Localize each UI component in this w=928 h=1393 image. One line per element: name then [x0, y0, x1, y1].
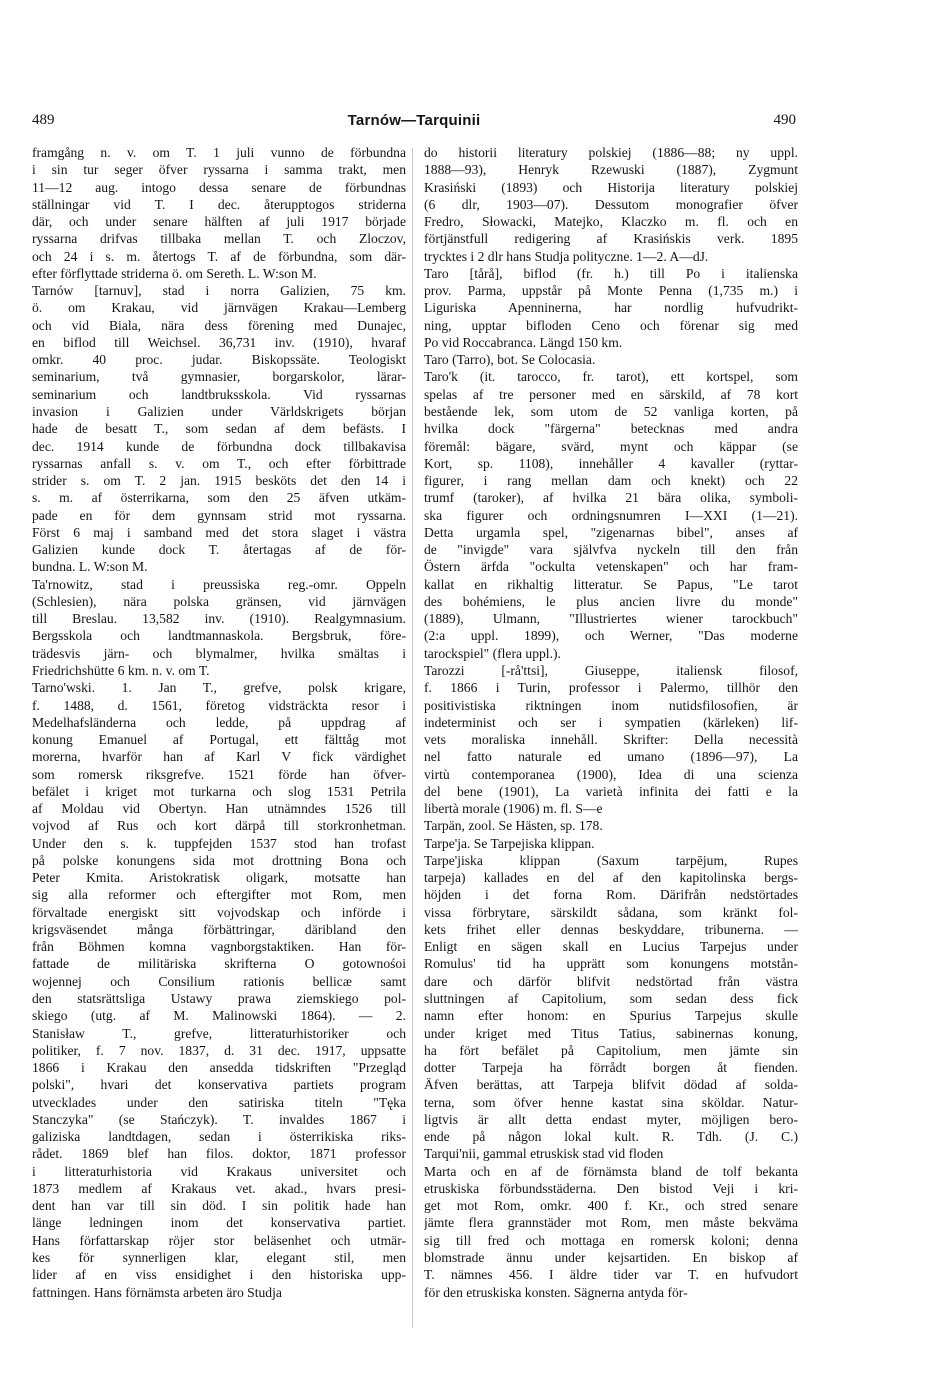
text-line: en biflod till Weichsel. 36,731 inv. (1910), hvaraf [32, 334, 406, 350]
text-line: del bene (1901), La varietà infinita dei fatti e la [424, 783, 798, 799]
text-line: till Breslau. 13,582 inv. (1910). Realgymnasium. [32, 611, 406, 627]
text-line: seminarium och landtbruksskola. Vid ryssarnas [32, 386, 406, 402]
text-line: ö. om Krakau, vid järnvägen Krakau—Lemberg [32, 300, 406, 316]
text-line: pade en för dem gynnsam strid mot ryssarna. [32, 507, 406, 523]
text-line: 11—12 aug. intogo dessa senare de förbundnas [32, 179, 406, 195]
page-number-left: 489 [32, 112, 55, 128]
page-header [32, 112, 796, 134]
text-line: sig till fred och mottaga en romersk koloni; denna [424, 1232, 798, 1248]
text-line: hade de besatt T., som sedan af dem befästs. I [32, 421, 406, 437]
page-number-right: 490 [773, 112, 796, 128]
text-line: Tarnów [tarnuv], stad i norra Galizien, 75 km. [32, 283, 406, 299]
text-line: Tarpe'jiska klippan (Saxum tarpējum, Rupes [424, 852, 798, 868]
text-line: höjden i det forna Rom. Därifrån nedstörtades [424, 887, 798, 903]
text-line: Liguriska Apenninerna, har nordlig hufvudrikt- [424, 300, 798, 316]
text-line: vojvod af Rus och kort därpå till storkronhetman. [32, 818, 406, 834]
text-line: hvilka dock "färgerna" betecknas med andra [424, 421, 798, 437]
text-line: förvaltade energiskt sitt vojvodskap och införde i [32, 904, 406, 920]
text-line: konung Emanuel af Portugal, ett fälttåg mot [32, 732, 406, 748]
text-line: bestående lek, som utom de 52 vanliga korten, på [424, 403, 798, 419]
text-line: Östern ärfda "ockulta vetenskapen" och har fram- [424, 559, 798, 575]
text-line: galiziska landtdagen, sedan i österrikiska riks- [32, 1129, 406, 1145]
text-line: morerna, hvarför han af Karl V fick värdighet [32, 749, 406, 765]
text-line: spelas af tre personer med en särskild, af 78 kort [424, 386, 798, 402]
running-title: Tarnów—Tarquinii [347, 112, 481, 129]
text-line: indeterminist och ser i sympatien (kärleken) lif- [424, 714, 798, 730]
text-line: (2:a uppl. 1899), och Werner, "Das moderne [424, 628, 798, 644]
text-line: kes för synnerligen klar, elegant stil, men [32, 1250, 406, 1265]
text-line: Tarno'wski. 1. Jan T., grefve, polsk krigare, [32, 680, 406, 696]
text-line: Först 6 maj i samband med det stora slaget i västra [32, 524, 406, 540]
text-line: seminarium, två gymnasier, borgarskolor, lärar- [32, 369, 406, 385]
text-line: i sin tur seger öfver ryssarna i samma trakt, men [32, 162, 406, 178]
text-line: 1888—93), Henryk Rzewuski (1887), Zygmunt [424, 162, 798, 178]
column-divider [412, 148, 413, 1328]
text-line: och 24 i s. m. återtogs T. af de förbundna, som där- [32, 248, 406, 264]
text-line: ryssarna drifvas tillbaka mellan T. och Zloczov, [32, 231, 406, 247]
text-line: libertà morale (1906) m. fl. S—e [424, 801, 603, 817]
text-line: (1889), Ulmann, "Illustriertes wiener tarockbuch" [424, 611, 798, 627]
text-line: Marta och en af de förnämsta bland de tolf bekanta [424, 1163, 798, 1179]
text-line: Galizien kunde dock T. återtagas af de för- [32, 542, 406, 558]
text-line: af Moldau vid Obertyn. Han utnämndes 1526 till [32, 801, 406, 817]
text-line: vets moraliska innehåll. Skrifter: Della necessità [424, 732, 798, 748]
text-line: ha fört befälet på Capitolium, men jämte sin [424, 1042, 798, 1058]
text-line: fattade de militäriska skrifterna O gotownośoi [32, 956, 406, 972]
text-line: Äfven berättas, att Tarpeja blifvit dödad af solda- [424, 1077, 798, 1093]
text-line: Peter Kmita. Aristokratisk oligark, motsatte han [32, 870, 406, 886]
text-line: Fredro, Słowacki, Matejko, Klaczko m. fl. och en [424, 214, 798, 230]
text-line: T. nämnes 456. I äldre tider var T. en hufvudort [424, 1267, 798, 1283]
text-line: i litteraturhistoria vid Krakaus universitet och [32, 1163, 406, 1179]
text-line: 1866 i Krakau den ansedda tidskriften "Przegląd [32, 1060, 406, 1076]
text-line: ligtvis är allt detta endast myter, möjligen bero- [424, 1111, 798, 1127]
text-line: sig alla reformer och eftergifter mot Rom, men [32, 887, 406, 903]
text-line: kets frihet eller dennas beskyddare, tribunerna. — [424, 921, 798, 937]
text-line: wojennej och Consilium rationis bellicæ samt [32, 973, 406, 989]
text-line: ställningar vid T. I dec. återupptogos striderna [32, 196, 406, 212]
text-line: Bergsskola och landtmannaskola. Bergsbruk, före- [32, 628, 406, 644]
text-line: Kort, sp. 1108), innehåller 4 kavaller (ryttar- [424, 455, 798, 471]
text-line: kallat en rikhaltig litteratur. Se Papus, "Le tarot [424, 576, 798, 592]
text-line: Po vid Roccabranca. Längd 150 km. [424, 334, 623, 350]
text-line: omkr. 40 proc. judar. Biskopssäte. Teologiskt [32, 352, 406, 368]
text-line: ende på någon lokal kult. R. Tdh. (J. C.) [424, 1129, 798, 1145]
text-line: krigsväsendet många förbättringar, däribland den [32, 921, 406, 937]
text-line: länge ledningen inom det konservativa partiet. [32, 1215, 406, 1231]
text-line: Stanczyka" (se Stańczyk). T. invaldes 1867 i [32, 1111, 406, 1127]
text-line: dent han var till sin död. I sin politik hade han [32, 1198, 406, 1214]
text-line: polski", hvari det konservativa partiets program [32, 1077, 406, 1093]
text-line: f. 1866 i Turin, professor i Palermo, tillhör den [424, 680, 798, 696]
text-line: (6 dlr, 1903—07). Dessutom monografier öfver [424, 196, 798, 212]
text-line: nel fatto naturale ed umano (1896—97), La [424, 749, 798, 765]
text-line: förtjänstfull redigering af Krasińskis verk. 1895 [424, 231, 798, 247]
text-line: Taro'k (it. tarocco, fr. tarot), ett kortspel, som [424, 369, 798, 385]
text-line: dare och därför blifvit nedstörtad från västra [424, 973, 798, 989]
text-line: Tarozzi [-rå'ttsi], Giuseppe, italiensk filosof, [424, 662, 798, 678]
text-line: under kriget med Titus Tatius, sabinernas konung, [424, 1025, 798, 1041]
text-line: dec. 1914 kunde de förbundna dock tillbakavisa [32, 438, 406, 454]
text-line: skiego (utg. af M. Malinowski 1864). — 2. [32, 1008, 406, 1024]
text-line: etruskiska förbundsstäderna. Den bistod Veji i kri- [424, 1180, 798, 1196]
text-line: efter förflyttade striderna ö. om Sereth. L. W:son M. [32, 265, 317, 281]
text-line: och vid Biala, nära dess förening med Dunajec, [32, 317, 406, 333]
text-line: Krasiński (1893) och Historija literatury polskiej [424, 179, 798, 195]
text-line: figurer, i rang mellan dam och knekt) och 22 [424, 473, 798, 489]
text-line: rådet. 1869 blef han filos. doktor, 1871 professor [32, 1146, 406, 1162]
text-line: vissa förbrytare, särskildt sådana, som kränkt fol- [424, 904, 798, 920]
text-line: utvecklades under den satiriska titeln "Tęka [32, 1094, 406, 1110]
text-line: befälet i kriget mot turkarna och slog 1531 Petrila [32, 783, 406, 799]
text-line: jämte flera grannstäder mot Rom, men måste bekväma [424, 1215, 798, 1231]
text-line: blomstrade ännu under kejsartiden. En biskop af [424, 1250, 798, 1265]
text-line: (Schlesien), nära polska gränsen, vid järnvägen [32, 593, 406, 609]
text-line: föremål: bägare, svärd, mynt och käppar (se [424, 438, 798, 454]
text-line: Friedrichshütte 6 km. n. v. om T. [32, 662, 210, 678]
text-line: Ta'rnowitz, stad i preussiska reg.-omr. Oppeln [32, 576, 406, 592]
text-line: trycktes i 2 dlr hans Studja polityczne. 1—2. A—dJ. [424, 248, 709, 264]
text-line: politiker, f. 7 nov. 1837, d. 31 dec. 1917, uppsatte [32, 1042, 406, 1058]
text-line: Medelhafsländerna och ledde, på uppdrag af [32, 714, 406, 730]
text-line: Taro [tårå], biflod (fr. h.) till Po i italienska [424, 265, 798, 281]
text-line: s. m. af österrikarna, som den 25 äfven utkäm- [32, 490, 406, 506]
text-line: strider s. om T. 2 jan. 1915 besköts det den 14 i [32, 473, 406, 489]
text-line: ning, upptar bifloden Ceno och förenar sig med [424, 317, 798, 333]
text-line: lider af en viss ensidighet i den historiska upp- [32, 1267, 406, 1283]
text-line: Taro (Tarro), bot. Se Colocasia. [424, 352, 596, 368]
text-line: Detta urgamla spel, "zigenarnas bibel", anses af [424, 524, 798, 540]
text-line: tarockspiel" (flera uppl.). [424, 645, 561, 661]
text-line: Romulus' tid ha upprätt som konungens motstån- [424, 956, 798, 972]
text-line: sluttningen af Capitolium, som sedan dess fick [424, 991, 798, 1007]
text-line: för den etruskiska konsten. Sägnerna antyda för- [424, 1284, 688, 1300]
text-line: de "invigde" vara självfva nyckeln till den från [424, 542, 798, 558]
text-line: som romersk riksgrefve. 1521 förde han öfver- [32, 766, 406, 782]
text-line: get mot Rom, omkr. 400 f. Kr., och stred senare [424, 1198, 798, 1214]
text-line: på polske konungens sida mot drottning Bona och [32, 852, 406, 868]
text-line: Tarqui'nii, gammal etruskisk stad vid floden [424, 1146, 664, 1162]
text-line: framgång n. v. om T. 1 juli vunno de förbundna [32, 145, 406, 160]
text-line: virtù contemporanea (1900), Idea di una scienza [424, 766, 798, 782]
text-line: trädesvis järn- och blymalmer, hvilka smältas i [32, 645, 406, 661]
text-line: des bohémiens, le plus ancien livre du monde" [424, 593, 798, 609]
text-line: den statsrättsliga Ustawy prawa ziemskiego pol- [32, 991, 406, 1007]
text-line: trumf (taroker), af hvilka 21 bära olika, symboli- [424, 490, 798, 506]
text-line: namn efter honom: en Spurius Tarpejus skulle [424, 1008, 798, 1024]
text-line: bundna. L. W:son M. [32, 559, 148, 575]
text-line: positivistiska riktningen inom nutidsfilosofien, är [424, 697, 798, 713]
left-column [32, 144, 406, 1301]
text-line: tarpeja) kallades en del af den kapitolinska bergs- [424, 870, 798, 886]
text-line: Under den s. k. tuppfejden 1537 stod han trofast [32, 835, 406, 851]
text-line: 1873 medlem af Krakaus vet. akad., hvars presi- [32, 1180, 406, 1196]
text-line: Hans författarskap röjer stor beläsenhet och utmär- [32, 1232, 406, 1248]
text-line: Stanisław T., grefve, litteraturhistoriker och [32, 1025, 406, 1041]
text-line: där, och under senare hälften af juli 1917 började [32, 214, 406, 230]
text-line: terna, som öfver henne kastat sina sköldar. Natur- [424, 1094, 798, 1110]
text-line: från Böhmen komna vagnborgstaktiken. Han för- [32, 939, 406, 955]
text-line: Tarpän, zool. Se Hästen, sp. 178. [424, 818, 603, 834]
text-line: Tarpe'ja. Se Tarpejiska klippan. [424, 835, 595, 851]
text-line: f. 1488, d. 1561, företog vidsträckta resor i [32, 697, 406, 713]
text-line: ryssarnas anfall s. v. om T., och efter förbittrade [32, 455, 406, 471]
right-column [424, 144, 798, 1301]
text-line: do historii literatury polskiej (1886—88; ny uppl. [424, 145, 798, 160]
text-line: Enligt en sägen skall en Lucius Tarpejus under [424, 939, 798, 955]
text-line: invasion i Galizien under Världskrigets början [32, 403, 406, 419]
text-line: ska figurer och ordningsnumren I—XXI (1—21). [424, 507, 798, 523]
text-line: prov. Parma, uppstår på Monte Penna (1,735 m.) i [424, 283, 798, 299]
text-line: dotter Tarpeja ha förrådt borgen åt fienden. [424, 1060, 798, 1076]
text-line: fattningen. Hans förnämsta arbeten äro Studja [32, 1284, 282, 1300]
